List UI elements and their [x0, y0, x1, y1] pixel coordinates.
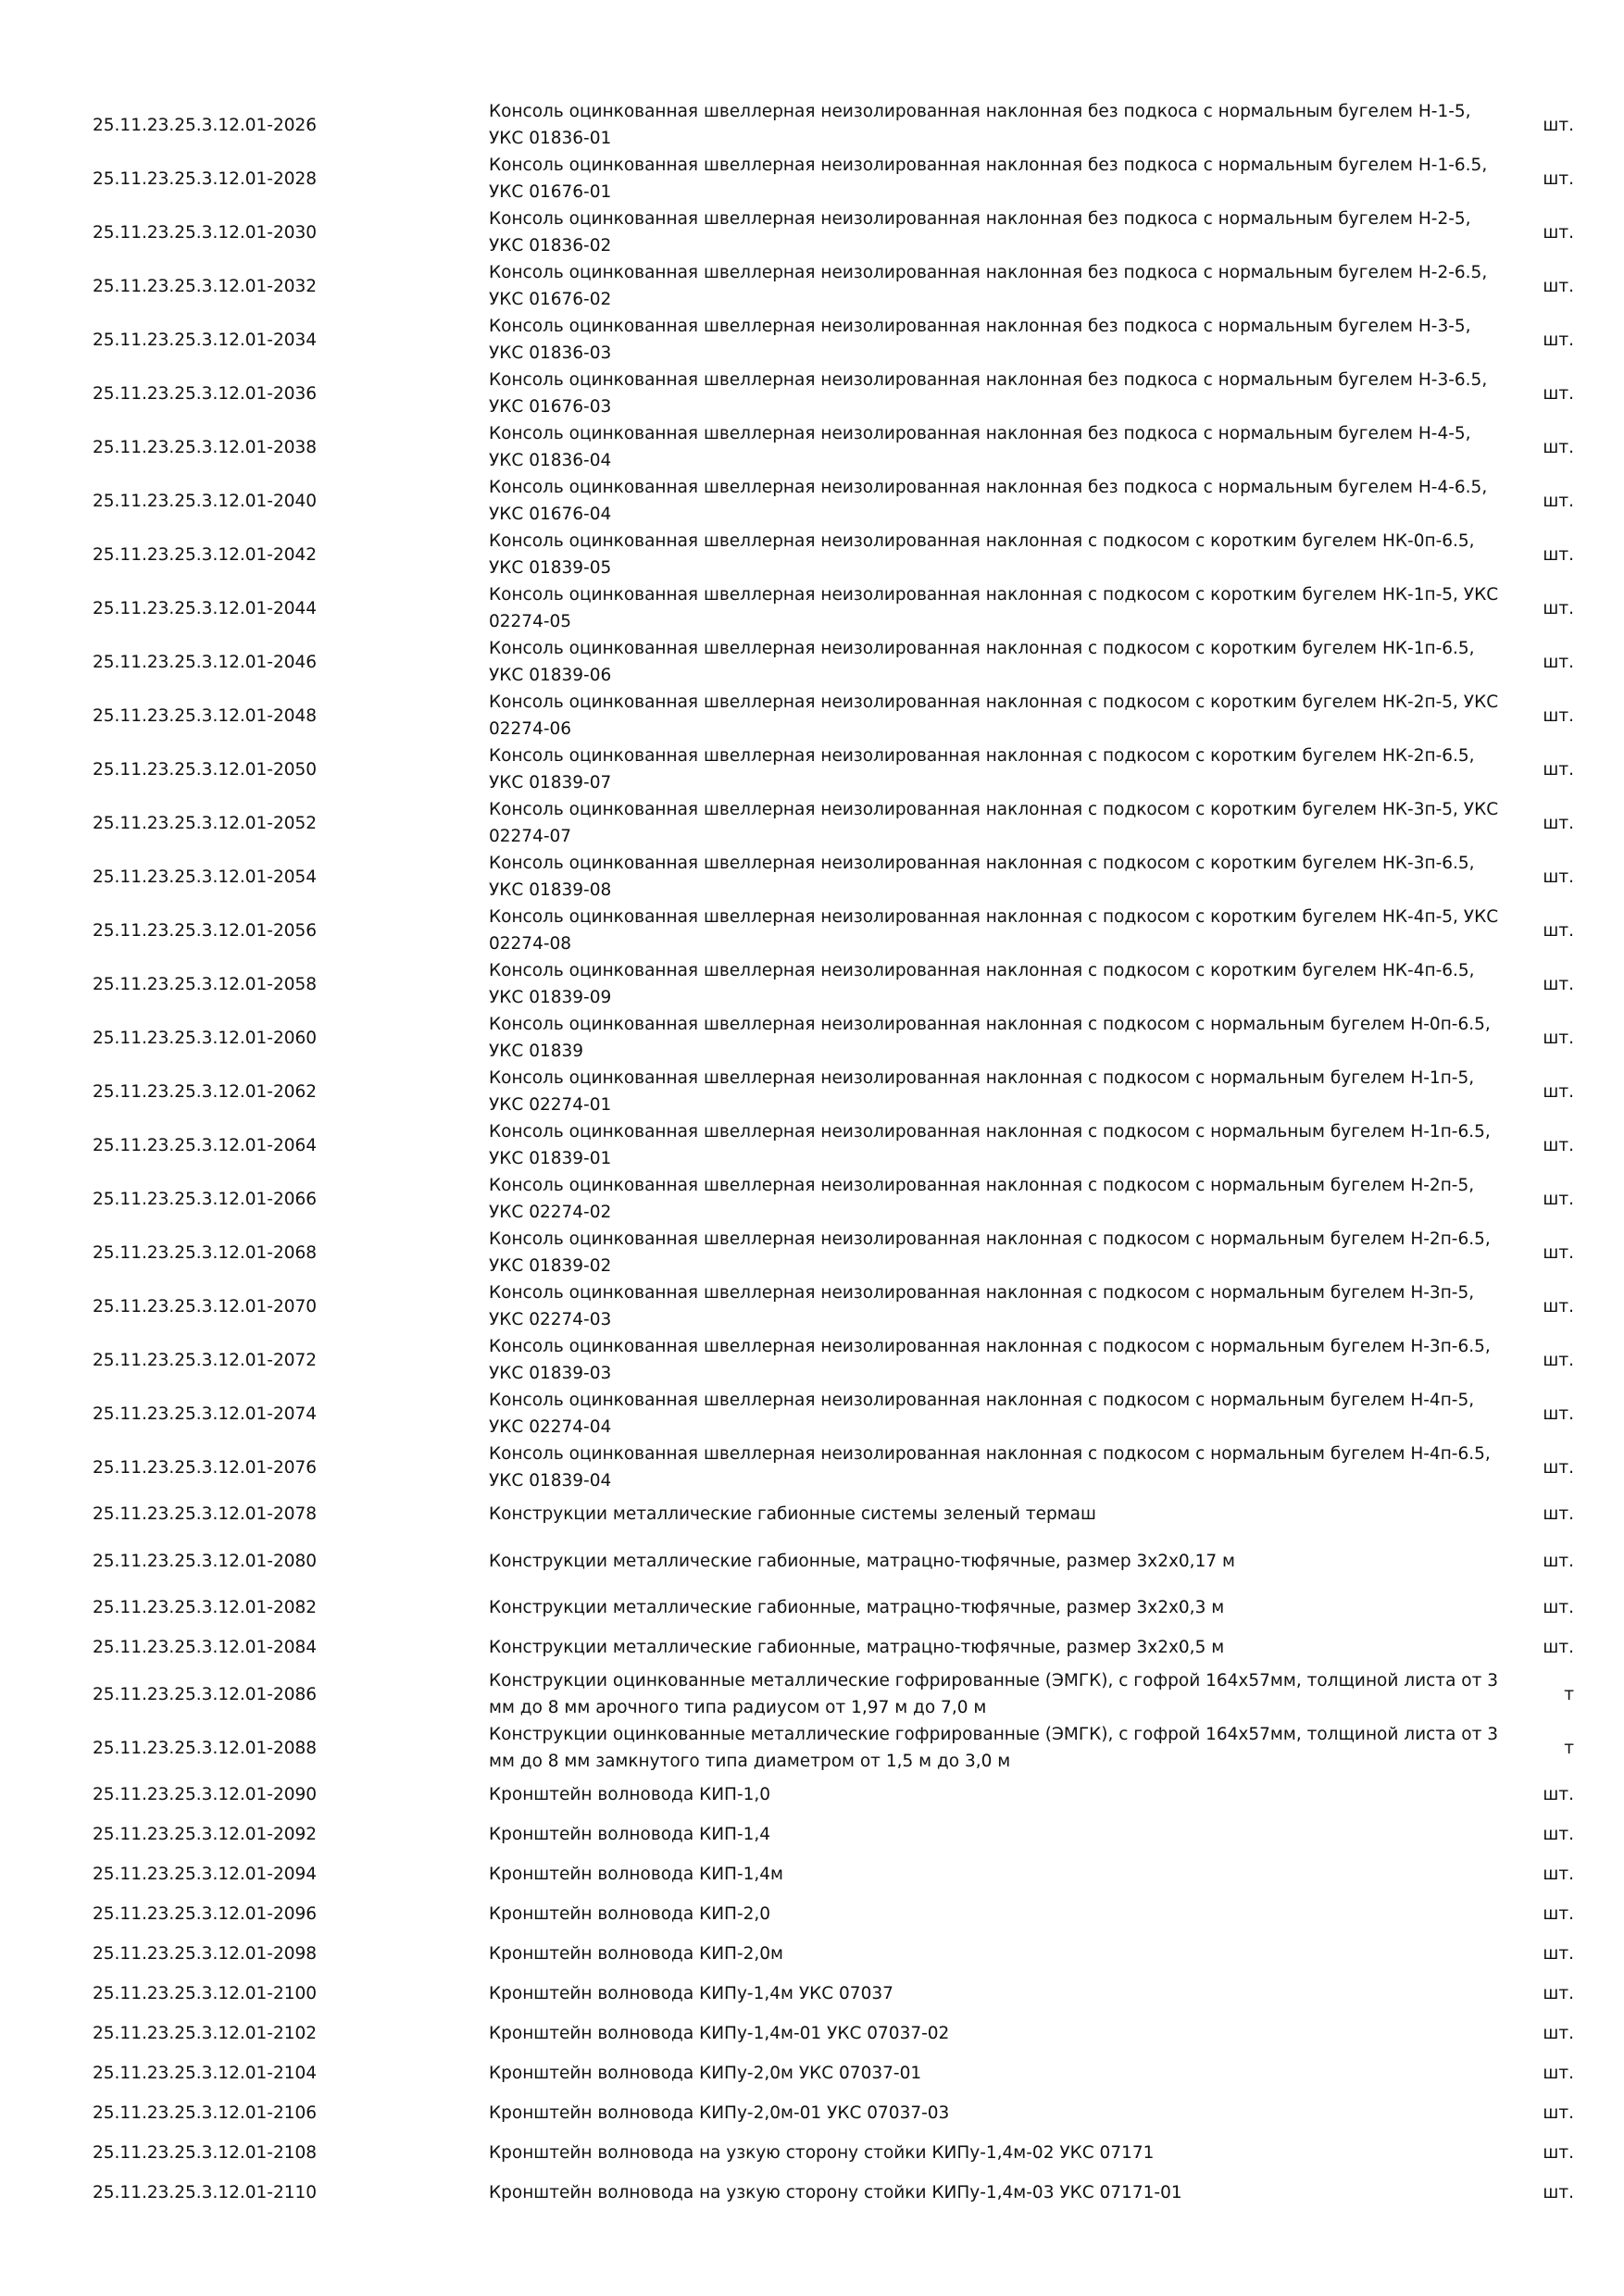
unit-cell: шт. — [1543, 1404, 1574, 1424]
resource-code-cell: 25.11.23.25.3.12.01-2100 — [93, 1984, 318, 2003]
unit-cell: шт. — [1543, 491, 1574, 511]
resource-code-cell: 25.11.23.25.3.12.01-2038 — [93, 437, 318, 457]
resource-code-cell: 25.11.23.25.3.12.01-2110 — [93, 2183, 318, 2202]
unit-cell: шт. — [1543, 383, 1574, 404]
table-row — [93, 957, 1574, 1011]
resource-name-cell: Кронштейн волновода КИП-2,0 — [489, 1904, 771, 1924]
resource-code-cell: 25.11.23.25.3.12.01-2084 — [93, 1638, 318, 1657]
unit-cell: шт. — [1543, 115, 1574, 135]
resource-name-cell: Конструкции металлические габионные, матрацно-тюфячные, размер 3х2х0,5 м — [489, 1638, 1225, 1657]
table-row — [93, 2173, 1574, 2213]
table-row — [93, 1011, 1574, 1065]
resource-name-cell: Консоль оцинкованная швеллерная неизолированная наклонная с подкосом с коротким бугелем НК-1п-6.5, УКС 01839-06 — [489, 639, 1475, 685]
table-row — [93, 1441, 1574, 1494]
resource-code-cell: 25.11.23.25.3.12.01-2054 — [93, 867, 318, 887]
unit-cell: шт. — [1543, 437, 1574, 457]
unit-cell: шт. — [1543, 705, 1574, 726]
unit-cell: шт. — [1543, 1944, 1574, 1964]
resource-name-cell: Консоль оцинкованная швеллерная неизолированная наклонная с подкосом с коротким бугелем НК-3п-5, УКС 02274-07 — [489, 800, 1499, 846]
table-row — [93, 581, 1574, 635]
unit-cell: шт. — [1543, 598, 1574, 618]
table-row — [93, 152, 1574, 206]
unit-cell: шт. — [1543, 813, 1574, 833]
resource-code-cell: 25.11.23.25.3.12.01-2102 — [93, 2024, 318, 2043]
resource-name-cell: Кронштейн волновода КИПу-1,4м-01 УКС 07037-02 — [489, 2024, 950, 2043]
resource-code-cell: 25.11.23.25.3.12.01-2096 — [93, 1904, 318, 1924]
resource-name-cell: Консоль оцинкованная швеллерная неизолированная наклонная без подкоса с нормальным бугелем Н-1-6.5, УКС 01676-01 — [489, 156, 1488, 202]
resource-code-cell: 25.11.23.25.3.12.01-2098 — [93, 1944, 318, 1964]
unit-cell: шт. — [1543, 652, 1574, 672]
resource-name-cell: Кронштейн волновода на узкую сторону стойки КИПу-1,4м-02 УКС 07171 — [489, 2143, 1155, 2163]
unit-cell: шт. — [1543, 1825, 1574, 1844]
resource-name-cell: Консоль оцинкованная швеллерная неизолированная наклонная без подкоса с нормальным бугелем Н-2-6.5, УКС 01676-02 — [489, 263, 1488, 309]
resource-name-cell: Консоль оцинкованная швеллерная неизолированная наклонная с подкосом с коротким бугелем НК-4п-6.5, УКС 01839-09 — [489, 961, 1475, 1007]
resource-code-cell: 25.11.23.25.3.12.01-2066 — [93, 1189, 318, 1209]
resource-code-cell: 25.11.23.25.3.12.01-2086 — [93, 1684, 318, 1704]
table-row — [93, 1534, 1574, 1588]
table-row — [93, 367, 1574, 420]
resource-code-cell: 25.11.23.25.3.12.01-2062 — [93, 1081, 318, 1102]
resource-code-cell: 25.11.23.25.3.12.01-2072 — [93, 1350, 318, 1370]
table-row — [93, 1279, 1574, 1333]
unit-cell: шт. — [1543, 1350, 1574, 1370]
resource-code-cell: 25.11.23.25.3.12.01-2082 — [93, 1598, 318, 1617]
unit-cell: шт. — [1543, 2064, 1574, 2083]
unit-cell: шт. — [1543, 1135, 1574, 1155]
resource-code-cell: 25.11.23.25.3.12.01-2032 — [93, 276, 318, 296]
unit-cell: шт. — [1543, 1785, 1574, 1804]
resource-code-cell: 25.11.23.25.3.12.01-2040 — [93, 491, 318, 511]
resource-name-cell: Конструкции оцинкованные металлические гофрированные (ЭМГК), с гофрой 164х57мм, толщиной листа от 3 мм до 8 мм замкнутого типа диаметром от 1,5 м до 3,0 м — [489, 1725, 1499, 1771]
table-row — [93, 1775, 1574, 1815]
resource-code-cell: 25.11.23.25.3.12.01-2050 — [93, 759, 318, 780]
resource-name-cell: Кронштейн волновода КИПу-2,0м-01 УКС 07037-03 — [489, 2103, 950, 2123]
resource-name-cell: Конструкции металлические габионные, матрацно-тюфячные, размер 3х2х0,3 м — [489, 1598, 1225, 1617]
resource-name-cell: Консоль оцинкованная швеллерная неизолированная наклонная без подкоса с нормальным бугелем Н-4-5, УКС 01836-04 — [489, 424, 1471, 470]
unit-cell: шт. — [1543, 1296, 1574, 1316]
table-row — [93, 1588, 1574, 1628]
resource-code-cell: 25.11.23.25.3.12.01-2042 — [93, 544, 318, 565]
unit-cell: шт. — [1543, 2024, 1574, 2043]
resource-name-cell: Консоль оцинкованная швеллерная неизолированная наклонная с подкосом с коротким бугелем НК-1п-5, УКС 02274-05 — [489, 585, 1499, 631]
unit-cell: шт. — [1543, 2183, 1574, 2202]
unit-cell: шт. — [1543, 759, 1574, 780]
resource-name-cell: Консоль оцинкованная швеллерная неизолированная наклонная без подкоса с нормальным бугелем Н-4-6.5, УКС 01676-04 — [489, 478, 1488, 524]
table-row — [93, 1065, 1574, 1118]
resource-name-cell: Консоль оцинкованная швеллерная неизолированная наклонная с подкосом с нормальным бугелем Н-2п-6.5, УКС 01839-02 — [489, 1229, 1491, 1276]
resource-code-cell: 25.11.23.25.3.12.01-2052 — [93, 813, 318, 833]
resource-name-cell: Консоль оцинкованная швеллерная неизолированная наклонная с подкосом с коротким бугелем НК-3п-6.5, УКС 01839-08 — [489, 854, 1475, 900]
resource-code-cell: 25.11.23.25.3.12.01-2064 — [93, 1135, 318, 1155]
resource-code-cell: 25.11.23.25.3.12.01-2026 — [93, 115, 318, 135]
resource-code-cell: 25.11.23.25.3.12.01-2074 — [93, 1404, 318, 1424]
resource-code-cell: 25.11.23.25.3.12.01-2068 — [93, 1242, 318, 1263]
table-row — [93, 474, 1574, 528]
resource-code-cell: 25.11.23.25.3.12.01-2060 — [93, 1028, 318, 1048]
resource-name-cell: Конструкции металлические габионные системы зеленый термаш — [489, 1504, 1096, 1524]
table-row — [93, 1815, 1574, 1854]
unit-cell: шт. — [1543, 1984, 1574, 2003]
resource-name-cell: Консоль оцинкованная швеллерная неизолированная наклонная с подкосом с коротким бугелем НК-4п-5, УКС 02274-08 — [489, 907, 1499, 954]
resource-code-cell: 25.11.23.25.3.12.01-2036 — [93, 383, 318, 404]
unit-cell: шт. — [1543, 1865, 1574, 1884]
resource-code-cell: 25.11.23.25.3.12.01-2080 — [93, 1551, 318, 1571]
unit-cell: шт. — [1543, 1504, 1574, 1524]
unit-cell: шт. — [1543, 2103, 1574, 2123]
table-row — [93, 98, 1574, 152]
unit-cell: шт. — [1543, 1081, 1574, 1102]
resource-name-cell: Консоль оцинкованная швеллерная неизолированная наклонная с подкосом с нормальным бугелем Н-0п-6.5, УКС 01839 — [489, 1015, 1491, 1061]
table-row — [93, 1494, 1574, 1534]
resource-name-cell: Консоль оцинкованная швеллерная неизолированная наклонная с подкосом с коротким бугелем НК-0п-6.5, УКС 01839-05 — [489, 531, 1475, 578]
table-row — [93, 1854, 1574, 1894]
table-row — [93, 1628, 1574, 1667]
resource-code-cell: 25.11.23.25.3.12.01-2106 — [93, 2103, 318, 2123]
unit-cell: шт. — [1543, 1904, 1574, 1924]
table-row — [93, 2133, 1574, 2173]
table-row — [93, 1934, 1574, 1974]
resource-name-cell: Консоль оцинкованная швеллерная неизолированная наклонная с подкосом с коротким бугелем НК-2п-6.5, УКС 01839-07 — [489, 746, 1475, 792]
table-row — [93, 1721, 1574, 1775]
resource-code-cell: 25.11.23.25.3.12.01-2044 — [93, 598, 318, 618]
unit-cell: шт. — [1543, 276, 1574, 296]
resource-name-cell: Консоль оцинкованная швеллерная неизолированная наклонная без подкоса с нормальным бугелем Н-1-5, УКС 01836-01 — [489, 102, 1471, 148]
table-row — [93, 1894, 1574, 1934]
unit-cell: шт. — [1543, 1551, 1574, 1571]
resource-name-cell: Консоль оцинкованная швеллерная неизолированная наклонная без подкоса с нормальным бугелем Н-3-5, УКС 01836-03 — [489, 317, 1471, 363]
unit-cell: шт. — [1543, 1638, 1574, 1657]
resource-name-cell: Кронштейн волновода КИП-1,0 — [489, 1785, 771, 1804]
resource-name-cell: Консоль оцинкованная швеллерная неизолированная наклонная с подкосом с нормальным бугелем Н-4п-5, УКС 02274-04 — [489, 1391, 1475, 1437]
unit-cell: шт. — [1543, 330, 1574, 350]
unit-cell: т — [1564, 1684, 1574, 1704]
price-list-table — [93, 98, 1574, 2213]
table-row — [93, 206, 1574, 259]
table-body — [93, 98, 1574, 2213]
table-row — [93, 742, 1574, 796]
resource-code-cell: 25.11.23.25.3.12.01-2092 — [93, 1825, 318, 1844]
resource-name-cell: Консоль оцинкованная швеллерная неизолированная наклонная с подкосом с коротким бугелем НК-2п-5, УКС 02274-06 — [489, 693, 1499, 739]
resource-code-cell: 25.11.23.25.3.12.01-2048 — [93, 705, 318, 726]
resource-name-cell: Консоль оцинкованная швеллерная неизолированная наклонная с подкосом с нормальным бугелем Н-4п-6.5, УКС 01839-04 — [489, 1444, 1491, 1491]
unit-cell: шт. — [1543, 222, 1574, 243]
unit-cell: шт. — [1543, 1189, 1574, 1209]
unit-cell: шт. — [1543, 2143, 1574, 2163]
resource-name-cell: Консоль оцинкованная швеллерная неизолированная наклонная с подкосом с нормальным бугелем Н-1п-5, УКС 02274-01 — [489, 1068, 1475, 1115]
resource-name-cell: Консоль оцинкованная швеллерная неизолированная наклонная с подкосом с нормальным бугелем Н-1п-6.5, УКС 01839-01 — [489, 1122, 1491, 1168]
resource-name-cell: Консоль оцинкованная швеллерная неизолированная наклонная без подкоса с нормальным бугелем Н-2-5, УКС 01836-02 — [489, 209, 1471, 256]
resource-name-cell: Консоль оцинкованная швеллерная неизолированная наклонная с подкосом с нормальным бугелем Н-3п-5, УКС 02274-03 — [489, 1283, 1475, 1329]
table-row — [93, 1226, 1574, 1279]
resource-code-cell: 25.11.23.25.3.12.01-2088 — [93, 1738, 318, 1758]
resource-code-cell: 25.11.23.25.3.12.01-2090 — [93, 1785, 318, 1804]
table-row — [93, 313, 1574, 367]
table-row — [93, 528, 1574, 581]
resource-name-cell: Кронштейн волновода КИП-1,4м — [489, 1865, 784, 1884]
unit-cell: шт. — [1543, 1242, 1574, 1263]
resource-code-cell: 25.11.23.25.3.12.01-2058 — [93, 974, 318, 994]
table-row — [93, 1333, 1574, 1387]
resource-code-cell: 25.11.23.25.3.12.01-2108 — [93, 2143, 318, 2163]
resource-name-cell: Кронштейн волновода КИП-1,4 — [489, 1825, 771, 1844]
table-row — [93, 904, 1574, 957]
resource-name-cell: Кронштейн волновода КИП-2,0м — [489, 1944, 784, 1964]
resource-name-cell: Конструкции металлические габионные, матрацно-тюфячные, размер 3х2х0,17 м — [489, 1551, 1235, 1571]
table-row — [93, 1974, 1574, 2014]
unit-cell: шт. — [1543, 1028, 1574, 1048]
resource-code-cell: 25.11.23.25.3.12.01-2070 — [93, 1296, 318, 1316]
resource-name-cell: Консоль оцинкованная швеллерная неизолированная наклонная с подкосом с нормальным бугелем Н-3п-6.5, УКС 01839-03 — [489, 1337, 1491, 1383]
resource-code-cell: 25.11.23.25.3.12.01-2076 — [93, 1457, 318, 1478]
unit-cell: шт. — [1543, 1598, 1574, 1617]
unit-cell: шт. — [1543, 867, 1574, 887]
resource-name-cell: Кронштейн волновода КИПу-2,0м УКС 07037-01 — [489, 2064, 922, 2083]
table-row — [93, 1667, 1574, 1721]
table-row — [93, 2014, 1574, 2053]
resource-code-cell: 25.11.23.25.3.12.01-2028 — [93, 168, 318, 189]
unit-cell: шт. — [1543, 974, 1574, 994]
resource-code-cell: 25.11.23.25.3.12.01-2104 — [93, 2064, 318, 2083]
unit-cell: шт. — [1543, 1457, 1574, 1478]
resource-name-cell: Консоль оцинкованная швеллерная неизолированная наклонная без подкоса с нормальным бугелем Н-3-6.5, УКС 01676-03 — [489, 370, 1488, 417]
resource-code-cell: 25.11.23.25.3.12.01-2030 — [93, 222, 318, 243]
unit-cell: т — [1564, 1738, 1574, 1758]
table-row — [93, 635, 1574, 689]
table-row — [93, 689, 1574, 742]
resource-code-cell: 25.11.23.25.3.12.01-2078 — [93, 1504, 318, 1524]
resource-name-cell: Консоль оцинкованная швеллерная неизолированная наклонная с подкосом с нормальным бугелем Н-2п-5, УКС 02274-02 — [489, 1176, 1475, 1222]
resource-code-cell: 25.11.23.25.3.12.01-2046 — [93, 652, 318, 672]
unit-cell: шт. — [1543, 168, 1574, 189]
resource-code-cell: 25.11.23.25.3.12.01-2094 — [93, 1865, 318, 1884]
table-row — [93, 1118, 1574, 1172]
table-row — [93, 2053, 1574, 2093]
table-row — [93, 1387, 1574, 1441]
table-row — [93, 796, 1574, 850]
table-row — [93, 420, 1574, 474]
table-row — [93, 1172, 1574, 1226]
resource-code-cell: 25.11.23.25.3.12.01-2056 — [93, 920, 318, 941]
resource-name-cell: Конструкции оцинкованные металлические гофрированные (ЭМГК), с гофрой 164х57мм, толщиной листа от 3 мм до 8 мм арочного типа радиусом от 1,97 м до 7,0 м — [489, 1671, 1499, 1717]
table-row — [93, 850, 1574, 904]
resource-code-cell: 25.11.23.25.3.12.01-2034 — [93, 330, 318, 350]
resource-name-cell: Кронштейн волновода на узкую сторону стойки КИПу-1,4м-03 УКС 07171-01 — [489, 2183, 1182, 2202]
unit-cell: шт. — [1543, 544, 1574, 565]
unit-cell: шт. — [1543, 920, 1574, 941]
table-row — [93, 2093, 1574, 2133]
table-row — [93, 259, 1574, 313]
resource-name-cell: Кронштейн волновода КИПу-1,4м УКС 07037 — [489, 1984, 893, 2003]
